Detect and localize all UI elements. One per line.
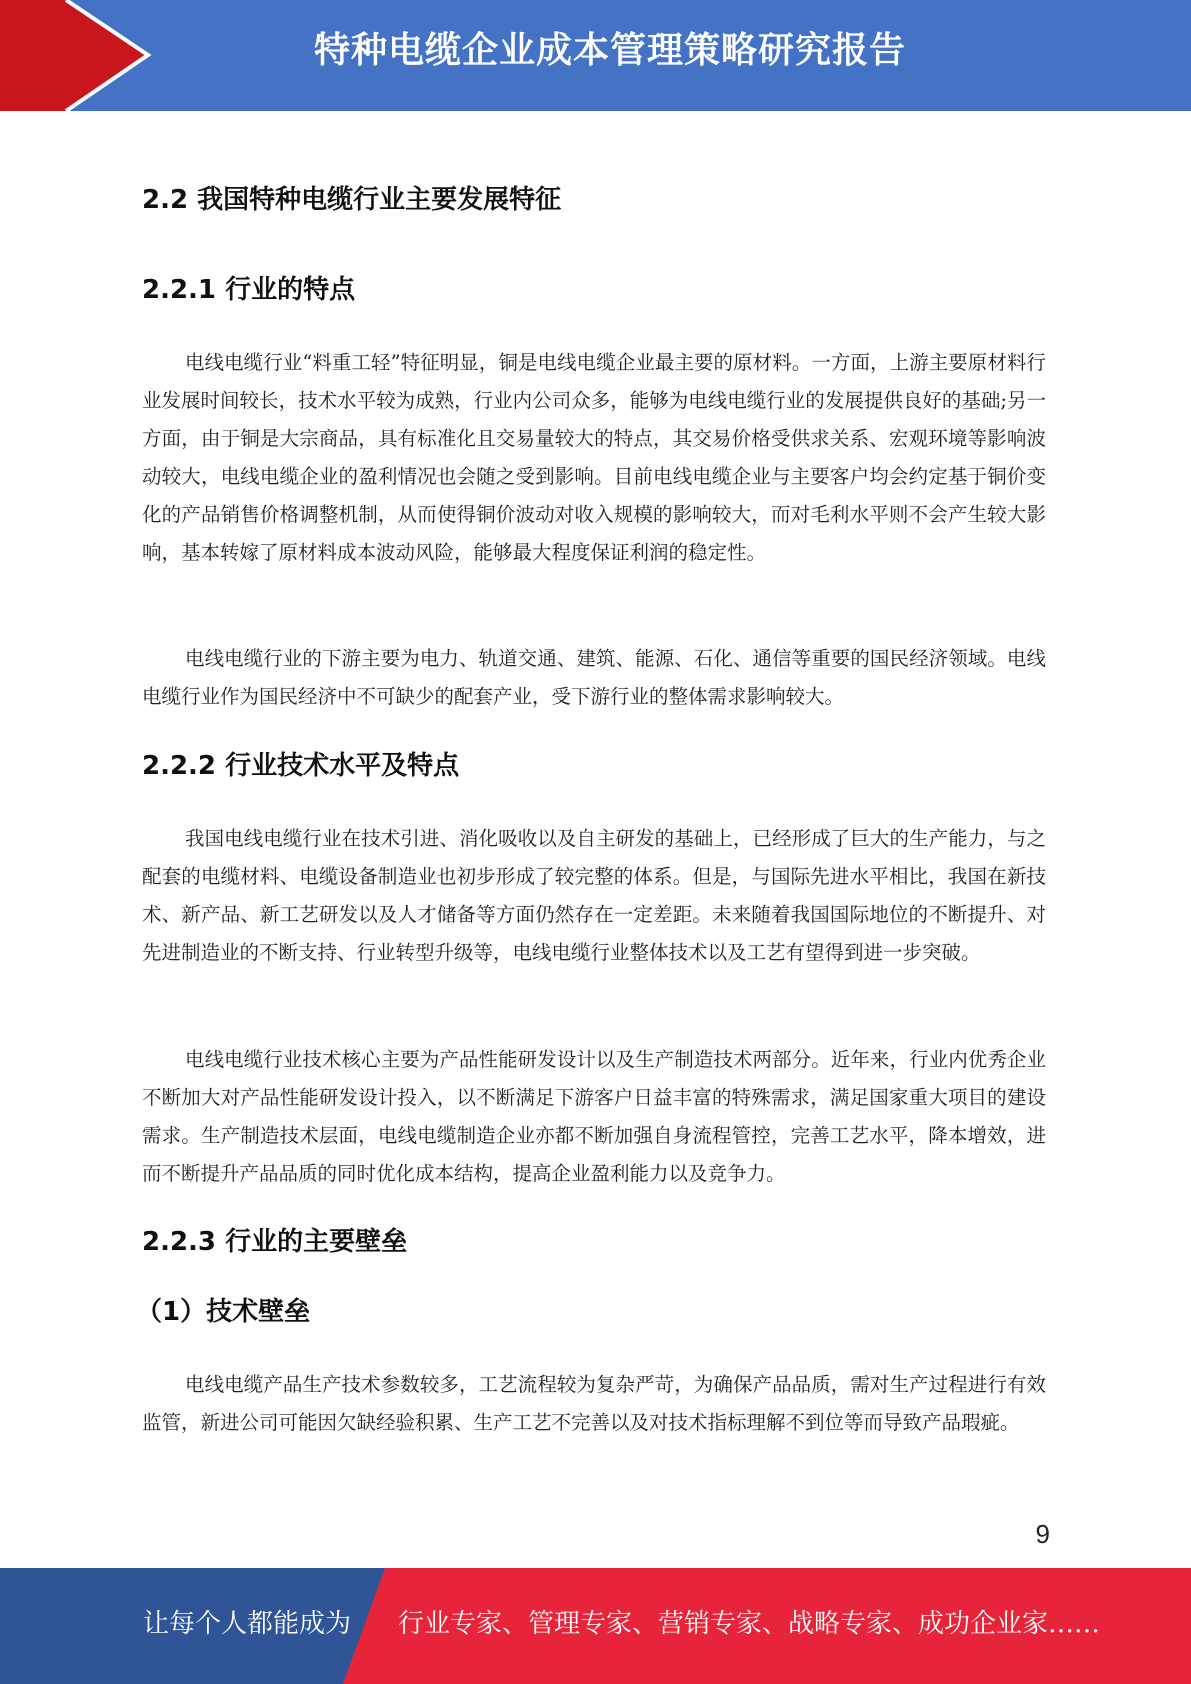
paragraph-technical-barrier: 电线电缆产品生产技术参数较多，工艺流程较为复杂严苛，为确保产品品质，需对生产过程进行有效监管，新进公司可能因欠缺经验积累、生产工艺不完善以及对技术指标理解不到位等而导致产品瑕疵。 (142, 1373, 1046, 1434)
section-heading-2-2-2: 2.2.2 行业技术水平及特点 (142, 751, 460, 781)
section-heading-2-2: 2.2 我国特种电缆行业主要发展特征 (142, 185, 562, 215)
page-header-banner (0, 0, 1191, 111)
section-heading-2-2-1: 2.2.1 行业的特点 (142, 275, 356, 305)
page-number: 9 (1035, 1519, 1050, 1549)
subsection-heading-technical-barrier: （1）技术壁垒 (136, 1297, 311, 1327)
section-heading-2-2-3: 2.2.3 行业的主要壁垒 (142, 1227, 408, 1257)
page-footer-banner (0, 1568, 1191, 1684)
footer-slogan-left: 让每个人都能成为 (143, 1609, 352, 1639)
paragraph-2-2-2-b: 电线电缆行业技术核心主要为产品性能研发设计以及生产制造技术两部分。近年来，行业内优秀企业不断加大对产品性能研发设计投入，以不断满足下游客户日益丰富的特殊需求，满足国家重大项目的建设需求。生产制造技术层面，电线电缆制造企业亦都不断加强自身流程管控，完善工艺水平，降本增效，进而不断提升产品品质的同时优化成本结构，提高企业盈利能力以及竞争力。 (142, 1048, 1046, 1185)
paragraph-2-2-1-b: 电线电缆行业的下游主要为电力、轨道交通、建筑、能源、石化、通信等重要的国民经济领域。电线电缆行业作为国民经济中不可缺少的配套产业，受下游行业的整体需求影响较大。 (142, 647, 1046, 708)
footer-slogan-right: 行业专家、管理专家、营销专家、战略专家、成功企业家…… (398, 1609, 1101, 1639)
paragraph-2-2-2-a: 我国电线电缆行业在技术引进、消化吸收以及自主研发的基础上，已经形成了巨大的生产能力，与之配套的电缆材料、电缆设备制造业也初步形成了较完整的体系。但是，与国际先进水平相比，我国在新技术、新产品、新工艺研发以及人才储备等方面仍然存在一定差距。未来随着我国国际地位的不断提升、对先进制造业的不断支持、行业转型升级等，电线电缆行业整体技术以及工艺有望得到进一步突破。 (142, 827, 1046, 964)
report-title: 特种电缆企业成本管理策略研究报告 (313, 30, 906, 71)
paragraph-2-2-1-a: 电线电缆行业“料重工轻”特征明显，铜是电线电缆企业最主要的原材料。一方面，上游主要原材料行业发展时间较长，技术水平较为成熟，行业内公司众多，能够为电线电缆行业的发展提供良好的基础;另一方面，由于铜是大宗商品，具有标准化且交易量较大的特点，其交易价格受供求关系、宏观环境等影响波动较大，电线电缆企业的盈利情况也会随之受到影响。目前电线电缆企业与主要客户均会约定基于铜价变化的产品销售价格调整机制，从而使得铜价波动对收入规模的影响较大，而对毛利水平则不会产生较大影响，基本转嫁了原材料成本波动风险，能够最大程度保证利润的稳定性。 (142, 351, 1046, 564)
